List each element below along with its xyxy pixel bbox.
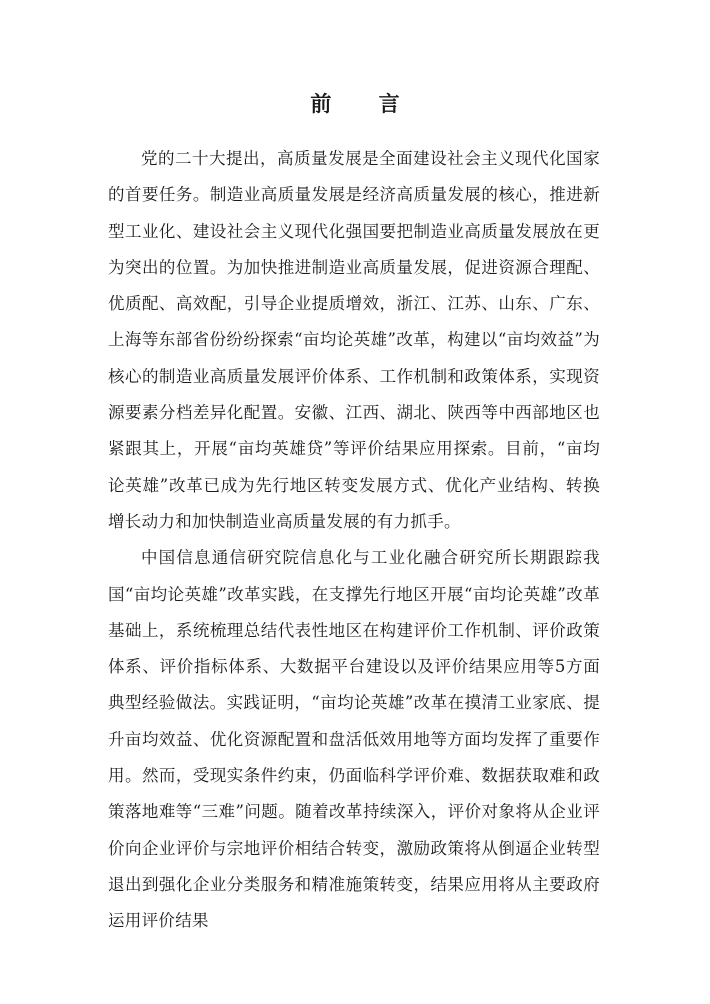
paragraph-1: 党的二十大提出，高质量发展是全面建设社会主义现代化国家的首要任务。制造业高质量发展是经济高质量发展的核心，推进新型工业化、建设社会主义现代化强国要把制造业高质量发展放在更为突出的位置。为加快推进制造业高质量发展，促进资源合理配、优质配、高效配，引导企业提质增效，浙江、江苏、山东、广东、上海等东部省份纷纷探索“亩均论英雄”改革，构建以“亩均效益”为核心的制造业高质量发展评价体系、工作机制和政策体系，实现资源要素分档差异化配置。安徽、江西、湖北、陕西等中西部地区也紧跟其上，开展“亩均英雄贷”等评价结果应用探索。目前，“亩均论英雄”改革已成为先行地区转变发展方式、优化产业结构、转换增长动力和加快制造业高质量发展的有力抓手。 [108, 149, 600, 531]
page-title: 前 言 [310, 91, 420, 116]
body-text [108, 141, 600, 940]
paragraph-2: 中国信息通信研究院信息化与工业化融合研究所长期跟踪我国“亩均论英雄”改革实践，在支撑先行地区开展“亩均论英雄”改革基础上，系统梳理总结代表性地区在构建评价工作机制、评价政策体系、评价指标体系、大数据平台建设以及评价结果应用等5方面典型经验做法。实践证明，“亩均论英雄”改革在摸清工业家底、提升亩均效益、优化资源配置和盘活低效用地等方面均发挥了重要作用。然而，受现实条件约束，仍面临科学评价难、数据获取难和政策落地难等“三难”问题。随着改革持续深入，评价对象将从企业评价向企业评价与宗地评价相结合转变，激励政策将从倒逼企业转型退出到强化企业分类服务和精准施策转变，结果应用将从主要政府运用评价结果 [108, 548, 600, 931]
